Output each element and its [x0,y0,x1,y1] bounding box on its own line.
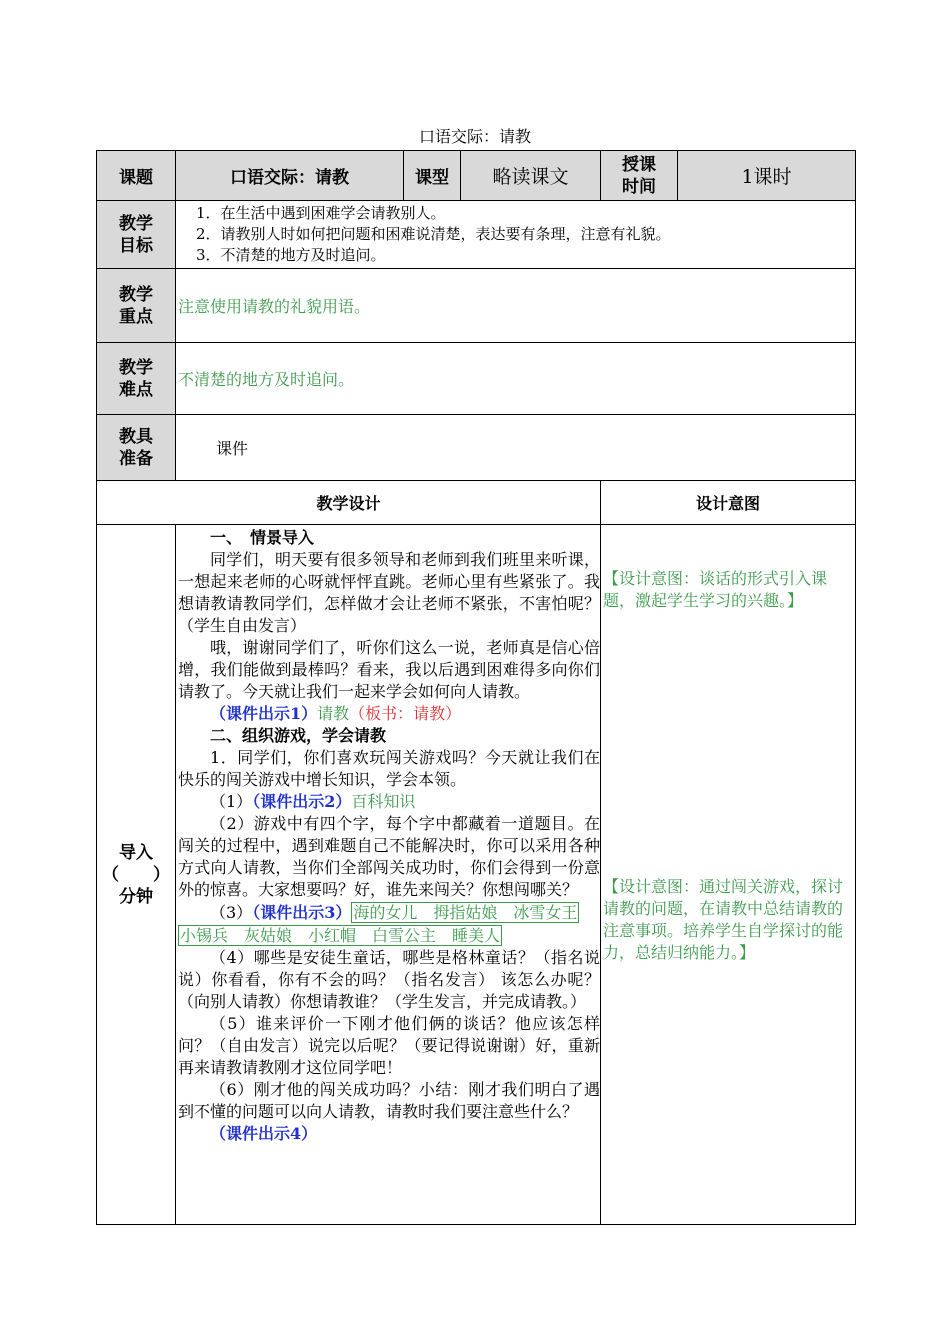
courseware-topic: 百科知识 [351,792,416,811]
design-body [176,525,601,1225]
objectives-label [97,201,176,269]
type-value: 略读课文 [461,151,601,201]
lesson-plan-table [96,150,856,1225]
key-points-row [97,269,856,343]
objectives-list [176,201,856,269]
paragraph: 1．同学们，你们喜欢玩闯关游戏吗？今天就让我们在快乐的闯关游戏中增长知识，学会本领。 [178,748,600,789]
paragraph: 哦，谢谢同学们了，听你们这么一说，老师真是信心倍增，我们能做到最棒吗？看来，我以后遇到困难得多向你们请教了。今天就让我们一起来学会如何向人请教。 [178,638,600,701]
lesson-label: 课题 [97,151,176,201]
time-value: 1课时 [678,151,856,201]
paragraph: （4）哪些是安徒生童话，哪些是格林童话？（指名说说）你看看，你有不会的吗？（指名发言） 该怎么办呢？（向别人请教）你想请教谁？（学生发言，并完成请教。） [178,948,600,1011]
section-label [97,525,176,1225]
design-header-row [97,481,856,525]
header-row [97,151,856,201]
paragraph: （5）谁来评价一下刚才他们俩的谈话？他应该怎样问？（自由发言）说完以后呢？（要记得说谢谢）好，重新再来请教请教刚才这位同学吧！ [178,1014,600,1077]
design-header-right: 设计意图 [601,481,856,525]
difficulties-label [97,343,176,415]
lesson-value: 口语交际：请教 [176,151,404,201]
blackboard-note: （板书：请教） [349,704,462,723]
design-note-1: 【设计意图：谈话的形式引入课题，激起学生学习的兴趣。】 [603,569,828,610]
difficulties-text: 不清楚的地方及时追问。 [176,343,856,415]
tools-label [97,415,176,481]
tools-label-2: 准备 [119,448,153,469]
paragraph: （2）游戏中有四个字，每个字中都藏着一道题目。在闯关的过程中，遇到难题自己不能解决时，你可以采用各种方式向人请教，当你们全部闯关成功时，你们会得到一份意外的惊喜。大家想要吗？好，谁先来闯关？你想闯哪关？ [178,814,600,899]
section-label-1: 导入 [119,842,153,863]
key-points-label [97,269,176,343]
design-body-row [97,525,856,1225]
heading-game: 二、组织游戏，学会请教 [210,726,387,745]
courseware-tag: （课件出示4） [210,1124,318,1143]
design-note-2: 【设计意图：通过闯关游戏，探讨请教的问题，在请教中总结请教的注意事项。培养学生自学探讨的能力，总结归纳能力。】 [603,877,844,962]
objectives-label-2: 目标 [119,235,153,256]
item-number: （1） [210,792,253,811]
courseware-line-4 [178,1123,600,1145]
courseware-line-3 [178,901,600,924]
difficulties-row [97,343,856,415]
document-title: 口语交际：请教 [418,127,531,146]
courseware-tag: （课件出示3） [252,903,352,922]
objective-item: 2．请教别人时如何把问题和困难说清楚，表达要有条理，注意有礼貌。 [196,225,671,243]
time-label [601,151,678,201]
heading-intro: 一、 情景导入 [210,528,315,547]
fairy-tale-list-1: 海的女儿 拇指姑娘 冰雪女王 [353,903,578,922]
courseware-line-1 [178,703,600,725]
fairy-tale-list-2: 小锡兵 灰姑娘 小红帽 白雪公主 睡美人 [180,926,501,945]
objectives-row [97,201,856,269]
difficulties-label-1: 教学 [119,357,153,378]
tools-label-1: 教具 [119,426,153,447]
section-label-2: （ ） [102,864,170,885]
objective-item: 1．在生活中遇到困难学会请教别人。 [196,204,446,222]
note-spacer [603,525,855,568]
design-notes [601,525,856,1225]
objective-item: 3．不清楚的地方及时追问。 [196,246,386,264]
section-label-3: 分钟 [119,886,153,907]
type-label: 课型 [404,151,461,201]
key-points-label-2: 重点 [119,306,153,327]
time-label-line-1: 授课 [622,154,656,175]
courseware-topic: 请教 [317,704,350,723]
key-points-text: 注意使用请教的礼貌用语。 [176,269,856,343]
courseware-line-3b [178,924,600,947]
tools-text: 课件 [176,415,856,481]
courseware-tag: （课件出示1） [210,704,318,723]
courseware-tag: （课件出示2） [252,792,352,811]
difficulties-label-2: 难点 [119,379,153,400]
item-number: （3） [210,903,253,922]
paragraph: （6）刚才他的闯关成功吗？小结：刚才我们明白了遇到不懂的问题可以向人请教，请教时我们要注意些什么？ [178,1080,600,1121]
courseware-line-2 [178,791,600,813]
design-header-left: 教学设计 [97,481,601,525]
objectives-label-1: 教学 [119,213,153,234]
tools-row [97,415,856,481]
paragraph: 同学们，明天要有很多领导和老师到我们班里来听课，一想起来老师的心呀就怦怦直跳。老师心里有些紧张了。我想请教请教同学们，怎样做才会让老师不紧张，不害怕呢？（学生自由发言） [178,550,600,635]
key-points-label-1: 教学 [119,284,153,305]
note-spacer [603,612,855,876]
time-label-line-2: 时间 [622,176,656,197]
